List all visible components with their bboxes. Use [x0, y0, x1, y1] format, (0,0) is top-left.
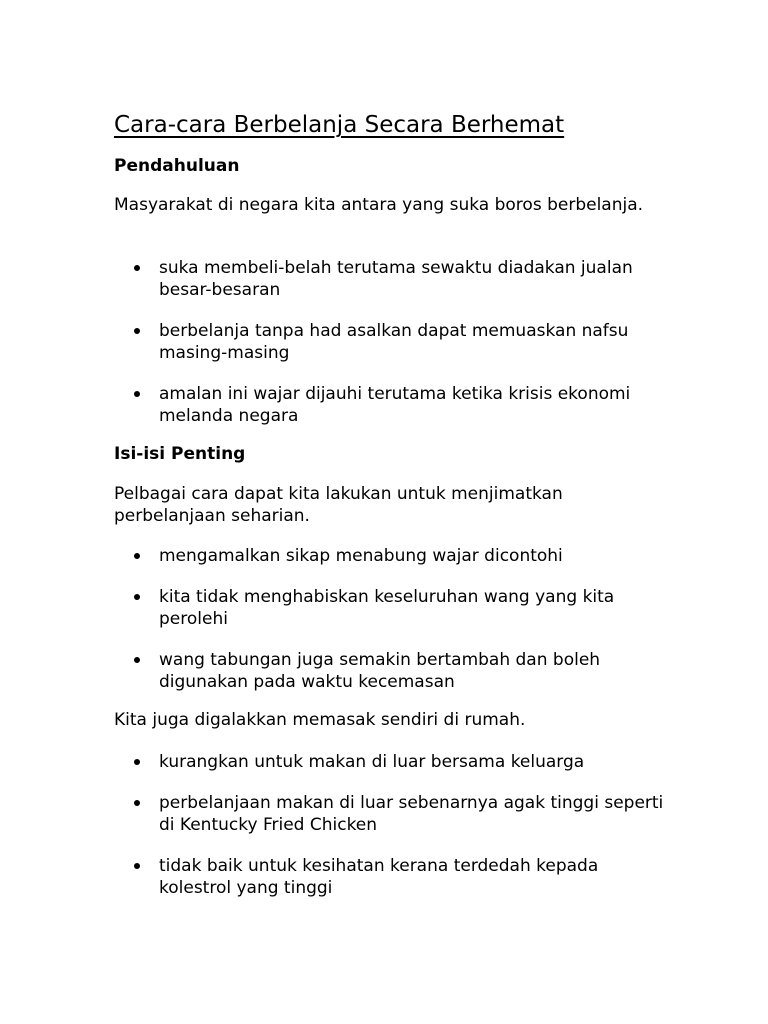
- cooking-paragraph: Kita juga digalakkan memasak sendiri di rumah.: [114, 710, 526, 730]
- list-item-text: mengamalkan sikap menabung wajar dicontohi: [159, 546, 563, 566]
- list-item: [114, 383, 674, 427]
- intro-paragraph: Masyarakat di negara kita antara yang suka boros berbelanja.: [114, 195, 644, 215]
- list-item-text: berbelanja tanpa had asalkan dapat memuaskan nafsu masing-masing: [159, 321, 629, 363]
- bullet-icon: [134, 328, 140, 334]
- bullet-icon: [134, 800, 140, 806]
- bullet-icon: [134, 391, 140, 397]
- list-item-text: perbelanjaan makan di luar sebenarnya agak tinggi seperti di Kentucky Fried Chicken: [159, 793, 664, 835]
- list-item: [114, 855, 674, 899]
- list-item-text: amalan ini wajar dijauhi terutama ketika krisis ekonomi melanda negara: [159, 384, 631, 426]
- list-item-text: kurangkan untuk makan di luar bersama keluarga: [159, 752, 585, 772]
- list-item-text: kita tidak menghabiskan keseluruhan wang yang kita perolehi: [159, 587, 615, 629]
- heading-pendahuluan: Pendahuluan: [114, 156, 240, 176]
- list-item: [114, 545, 674, 567]
- bullet-icon: [134, 553, 140, 559]
- cooking-bullet-list: [114, 751, 674, 899]
- bullet-icon: [134, 265, 140, 271]
- main-points-paragraph: Pelbagai cara dapat kita lakukan untuk menjimatkan perbelanjaan seharian.: [114, 484, 563, 526]
- list-item: [114, 649, 674, 693]
- bullet-icon: [134, 594, 140, 600]
- bullet-icon: [134, 759, 140, 765]
- list-item: [114, 257, 674, 301]
- bullet-icon: [134, 657, 140, 663]
- document-title: Cara-cara Berbelanja Secara Berhemat: [114, 112, 565, 138]
- savings-bullet-list: [114, 545, 674, 693]
- list-item: [114, 320, 674, 364]
- list-item-text: tidak baik untuk kesihatan kerana terdedah kepada kolestrol yang tinggi: [159, 856, 599, 898]
- bullet-icon: [134, 863, 140, 869]
- list-item-text: suka membeli-belah terutama sewaktu diadakan jualan besar-besaran: [159, 258, 633, 300]
- intro-bullet-list: [114, 257, 674, 427]
- list-item: [114, 586, 674, 630]
- list-item: [114, 751, 674, 773]
- list-item: [114, 792, 674, 836]
- heading-isi-isi-penting: Isi-isi Penting: [114, 444, 246, 464]
- list-item-text: wang tabungan juga semakin bertambah dan boleh digunakan pada waktu kecemasan: [159, 650, 601, 692]
